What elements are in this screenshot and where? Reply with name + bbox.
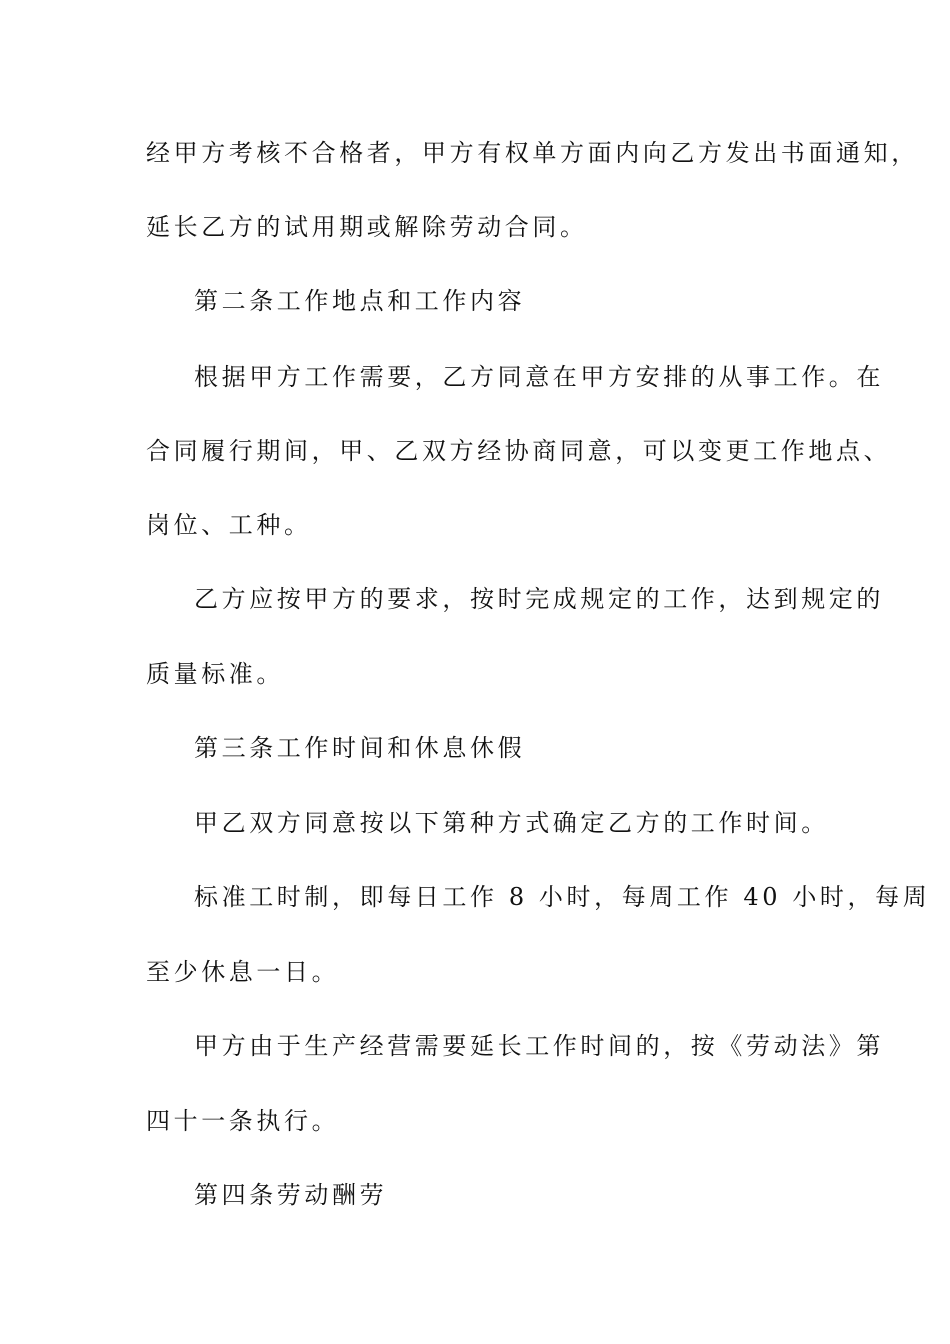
paragraph-line: 标准工时制，即每日工作 8 小时，每周工作 40 小时，每周 — [194, 883, 931, 911]
section-heading: 第四条劳动酬劳 — [194, 1181, 388, 1209]
section-heading: 第三条工作时间和休息休假 — [194, 734, 526, 762]
paragraph-line: 甲方由于生产经营需要延长工作时间的，按《劳动法》第 — [194, 1032, 884, 1060]
paragraph-line: 根据甲方工作需要，乙方同意在甲方安排的从事工作。在 — [194, 363, 884, 391]
paragraph-line: 质量标准。 — [146, 660, 284, 688]
paragraph-line: 岗位、工种。 — [146, 511, 312, 539]
paragraph-line: 至少休息一日。 — [146, 958, 340, 986]
paragraph-line: 合同履行期间，甲、乙双方经协商同意，可以变更工作地点、 — [146, 437, 892, 465]
paragraph-line: 乙方应按甲方的要求，按时完成规定的工作，达到规定的 — [194, 585, 884, 613]
paragraph-line: 甲乙双方同意按以下第种方式确定乙方的工作时间。 — [194, 809, 829, 837]
paragraph-line: 延长乙方的试用期或解除劳动合同。 — [146, 213, 588, 241]
paragraph-line: 四十一条执行。 — [146, 1107, 340, 1135]
section-heading: 第二条工作地点和工作内容 — [194, 287, 526, 315]
paragraph-line: 经甲方考核不合格者，甲方有权单方面内向乙方发出书面通知， — [146, 139, 919, 167]
